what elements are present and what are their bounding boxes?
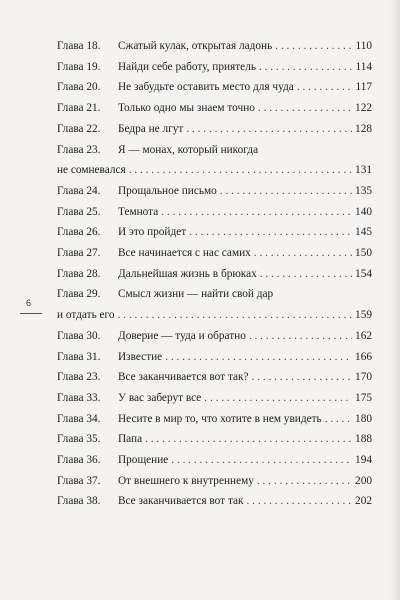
- toc-title: Найди себе работу, приятель: [118, 60, 256, 73]
- toc-title: Только одно мы знаем точно: [118, 102, 255, 115]
- toc-entry: [57, 429, 372, 450]
- toc-entry: [57, 36, 372, 57]
- toc-title: Все начинается с нас самих: [118, 247, 251, 260]
- toc-title: Темнота: [118, 205, 159, 218]
- table-of-contents: [57, 36, 372, 512]
- toc-entry: [57, 326, 372, 347]
- toc-title: Все заканчивается вот так?: [118, 371, 249, 384]
- toc-page-number: 122: [355, 102, 372, 115]
- toc-dot-leader: [220, 181, 352, 202]
- toc-entry: [57, 243, 372, 264]
- toc-entry: [57, 491, 372, 512]
- toc-entry: [57, 409, 372, 430]
- toc-title: И это пройдет: [118, 226, 187, 239]
- toc-chapter-label: Глава 37.: [57, 474, 101, 487]
- toc-chapter-label: Глава 29.: [57, 288, 101, 301]
- toc-title: Папа: [118, 433, 143, 446]
- toc-dot-leader: [189, 222, 352, 243]
- toc-dot-leader: [129, 160, 352, 181]
- toc-page-number: 128: [355, 122, 372, 135]
- toc-dot-leader: [186, 119, 352, 140]
- toc-entry: [57, 119, 372, 140]
- toc-entry: [57, 284, 372, 325]
- toc-page-number: 175: [355, 391, 372, 404]
- page-edge-shadow: [390, 0, 400, 600]
- toc-dot-leader: [325, 409, 352, 430]
- toc-chapter-label: Глава 31.: [57, 350, 101, 363]
- toc-dot-leader: [254, 243, 352, 264]
- toc-title: Бедра не лгут: [118, 122, 184, 135]
- toc-chapter-label: Глава 38.: [57, 495, 101, 508]
- toc-entry: [57, 471, 372, 492]
- toc-dot-leader: [249, 326, 352, 347]
- toc-title: Прощальное письмо: [118, 184, 217, 197]
- toc-entry: [57, 347, 372, 368]
- toc-dot-leader: [247, 491, 353, 512]
- toc-page-number: 114: [355, 60, 372, 73]
- toc-chapter-label: Глава 21.: [57, 102, 101, 115]
- toc-chapter-label: Глава 28.: [57, 267, 101, 280]
- toc-dot-leader: [297, 77, 353, 98]
- toc-title: Известие: [118, 350, 163, 363]
- toc-page-number: 170: [355, 371, 372, 384]
- toc-dot-leader: [165, 347, 352, 368]
- toc-title: У вас заберут все: [118, 391, 202, 404]
- toc-chapter-label: Глава 23.: [57, 143, 101, 156]
- toc-entry-second-line: [57, 305, 372, 326]
- toc-title: Несите в мир то, что хотите в нем увидеть: [118, 412, 322, 425]
- toc-dot-leader: [161, 202, 352, 223]
- toc-title-continuation: не сомневался: [57, 164, 126, 177]
- toc-page-number: 110: [355, 40, 372, 52]
- toc-dot-leader: [275, 36, 352, 57]
- page-number: 6: [26, 298, 32, 308]
- toc-page-number: 131: [355, 164, 372, 177]
- toc-chapter-label: Глава 35.: [57, 433, 101, 446]
- toc-title: Смысл жизни — найти свой дар: [118, 288, 274, 301]
- toc-dot-leader: [171, 450, 352, 471]
- toc-chapter-label: Глава 27.: [57, 247, 101, 260]
- toc-page-number: 145: [355, 226, 372, 239]
- toc-page-number: 162: [355, 329, 372, 342]
- toc-title: Доверие — туда и обратно: [118, 329, 246, 342]
- toc-entry: [57, 222, 372, 243]
- toc-page-number: 135: [355, 184, 372, 197]
- toc-title: Сжатый кулак, открытая ладонь: [118, 40, 273, 52]
- toc-page-number: 150: [355, 247, 372, 260]
- toc-title: Я — монах, который никогда: [118, 143, 259, 156]
- toc-entry-second-line: [57, 160, 372, 181]
- toc-page-number: 202: [355, 495, 372, 508]
- toc-page-number: 154: [355, 267, 372, 280]
- toc-dot-leader: [252, 367, 353, 388]
- toc-page-number: 200: [355, 474, 372, 487]
- toc-chapter-label: Глава 23.: [57, 371, 101, 384]
- toc-entry-first-line: [57, 284, 372, 305]
- toc-title: Прощение: [118, 454, 169, 467]
- toc-chapter-label: Глава 36.: [57, 454, 101, 467]
- toc-page-number: 194: [355, 454, 372, 467]
- toc-title-continuation: и отдать его: [57, 309, 115, 322]
- toc-chapter-label: Глава 24.: [57, 184, 101, 197]
- toc-dot-leader: [260, 264, 352, 285]
- toc-chapter-label: Глава 26.: [57, 226, 101, 239]
- toc-page-number: 140: [355, 205, 372, 218]
- toc-dot-leader: [258, 98, 352, 119]
- toc-entry: [57, 367, 372, 388]
- toc-chapter-label: Глава 20.: [57, 81, 101, 94]
- toc-chapter-label: Глава 25.: [57, 205, 101, 218]
- toc-chapter-label: Глава 18.: [57, 40, 101, 52]
- toc-title: От внешнего к внутреннему: [118, 474, 254, 487]
- toc-chapter-label: Глава 33.: [57, 391, 101, 404]
- toc-entry: [57, 181, 372, 202]
- toc-page-number: 188: [355, 433, 372, 446]
- toc-dot-leader: [118, 305, 352, 326]
- toc-entry: [57, 98, 372, 119]
- toc-entry-first-line: [57, 140, 372, 161]
- toc-entry: [57, 77, 372, 98]
- toc-page-number: 117: [355, 81, 372, 94]
- toc-chapter-label: Глава 19.: [57, 60, 101, 73]
- toc-dot-leader: [145, 429, 352, 450]
- toc-chapter-label: Глава 34.: [57, 412, 101, 425]
- page-number-rule: [20, 313, 42, 314]
- toc-entry: [57, 140, 372, 181]
- toc-dot-leader: [259, 57, 352, 78]
- toc-dot-leader: [257, 471, 352, 492]
- toc-chapter-label: Глава 22.: [57, 122, 101, 135]
- toc-entry: [57, 57, 372, 78]
- toc-page-number: 180: [355, 412, 372, 425]
- toc-chapter-label: Глава 30.: [57, 329, 101, 342]
- toc-page-number: 159: [355, 309, 372, 322]
- toc-entry: [57, 202, 372, 223]
- toc-dot-leader: [204, 388, 352, 409]
- toc-page-number: 166: [355, 350, 372, 363]
- toc-entry: [57, 388, 372, 409]
- toc-entry: [57, 450, 372, 471]
- toc-title: Дальнейшая жизнь в брюках: [118, 267, 257, 280]
- toc-title: Все заканчивается вот так: [118, 495, 244, 508]
- toc-entry: [57, 264, 372, 285]
- toc-title: Не забудьте оставить место для чуда: [118, 81, 294, 94]
